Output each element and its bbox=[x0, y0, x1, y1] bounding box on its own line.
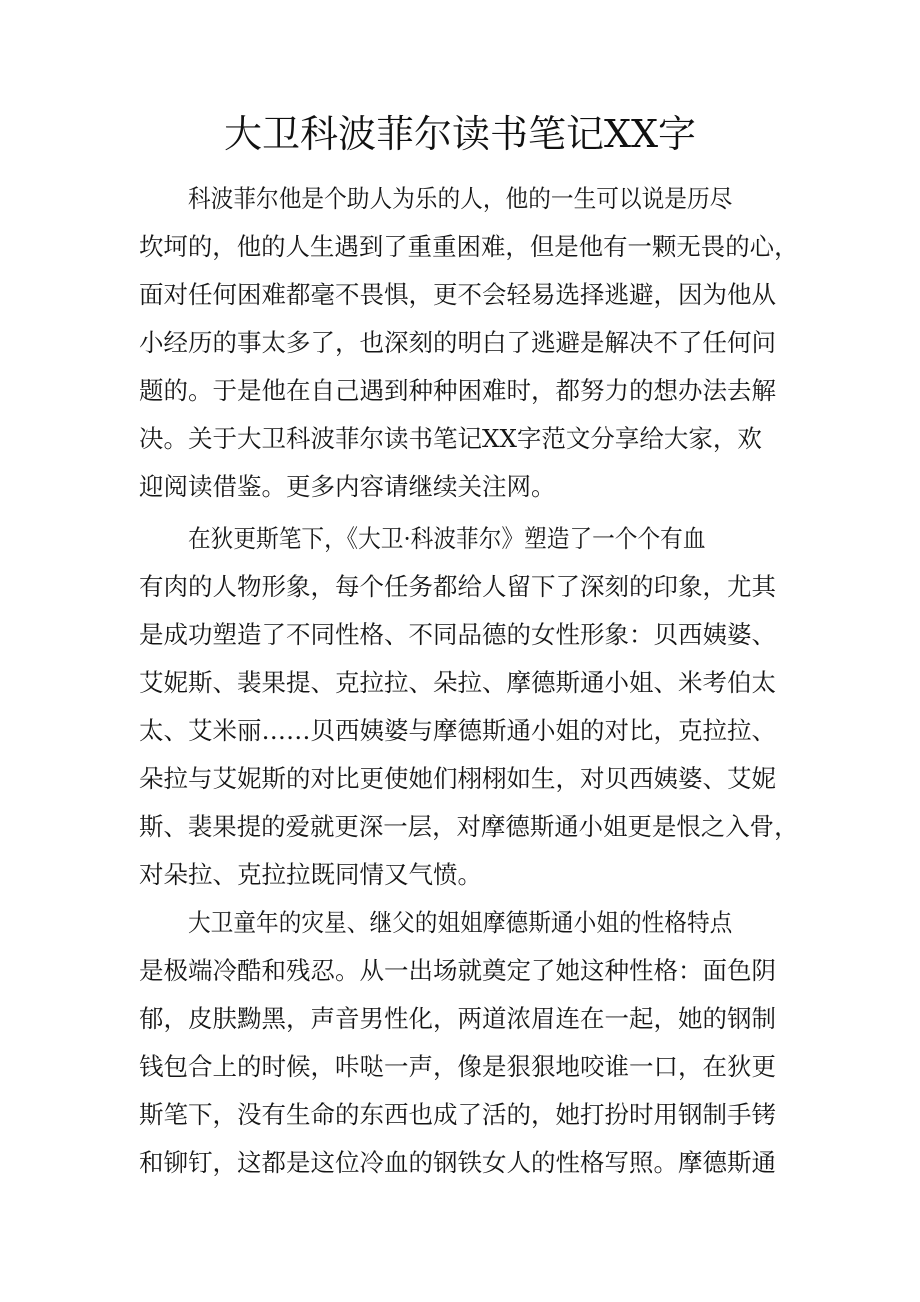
paragraph-3-line-2: 是极端冷酷和残忍。从一出场就奠定了她这种性格：面色阴 bbox=[139, 956, 776, 985]
paragraph-2-line-7: 斯、裴果提的爱就更深一层，对摩德斯通小姐更是恨之入骨， bbox=[139, 812, 799, 841]
paragraph-2-line-1: 在狄更斯笔下，《大卫·科波菲尔》塑造了一个个有血 bbox=[188, 524, 706, 553]
document-title: 大卫科波菲尔读书笔记XX字 bbox=[223, 112, 697, 156]
paragraph-1-line-2: 坎坷的，他的人生遇到了重重困难，但是他有一颗无畏的心， bbox=[139, 232, 799, 261]
paragraph-1-line-1: 科波菲尔他是个助人为乐的人，他的一生可以说是历尽 bbox=[188, 184, 733, 213]
paragraph-2-line-3: 是成功塑造了不同性格、不同品德的女性形象：贝西姨婆、 bbox=[139, 620, 776, 649]
paragraph-2-line-6: 朵拉与艾妮斯的对比更使她们栩栩如生，对贝西姨婆、艾妮 bbox=[139, 764, 776, 793]
paragraph-3-line-6: 和铆钉，这都是这位冷血的钢铁女人的性格写照。摩德斯通 bbox=[139, 1148, 776, 1177]
paragraph-1-line-5: 题的。于是他在自己遇到种种困难时，都努力的想办法去解 bbox=[139, 376, 776, 405]
paragraph-2-line-8: 对朵拉、克拉拉既同情又气愤。 bbox=[139, 860, 482, 889]
paragraph-2-line-2: 有肉的人物形象，每个任务都给人留下了深刻的印象，尤其 bbox=[139, 572, 776, 601]
paragraph-1-line-7: 迎阅读借鉴。更多内容请继续关注网。 bbox=[139, 472, 556, 501]
paragraph-2-line-4: 艾妮斯、裴果提、克拉拉、朵拉、摩德斯通小姐、米考伯太 bbox=[139, 668, 776, 697]
paragraph-3-line-5: 斯笔下，没有生命的东西也成了活的，她打扮时用钢制手铐 bbox=[139, 1100, 776, 1129]
paragraph-3-line-1: 大卫童年的灾星、继父的姐姐摩德斯通小姐的性格特点 bbox=[188, 908, 733, 937]
paragraph-1-line-4: 小经历的事太多了，也深刻的明白了逃避是解决不了任何问 bbox=[139, 328, 776, 357]
paragraph-2-line-5: 太、艾米丽……贝西姨婆与摩德斯通小姐的对比，克拉拉、 bbox=[139, 716, 776, 745]
paragraph-1-line-3: 面对任何困难都毫不畏惧，更不会轻易选择逃避，因为他从 bbox=[139, 280, 776, 309]
paragraph-3-line-4: 钱包合上的时候，咔哒一声，像是狠狠地咬谁一口，在狄更 bbox=[139, 1052, 776, 1081]
paragraph-3-line-3: 郁，皮肤黝黑，声音男性化，两道浓眉连在一起，她的钢制 bbox=[139, 1004, 776, 1033]
paragraph-1-line-6: 决。关于大卫科波菲尔读书笔记XX字范文分享给大家，欢 bbox=[139, 424, 762, 453]
